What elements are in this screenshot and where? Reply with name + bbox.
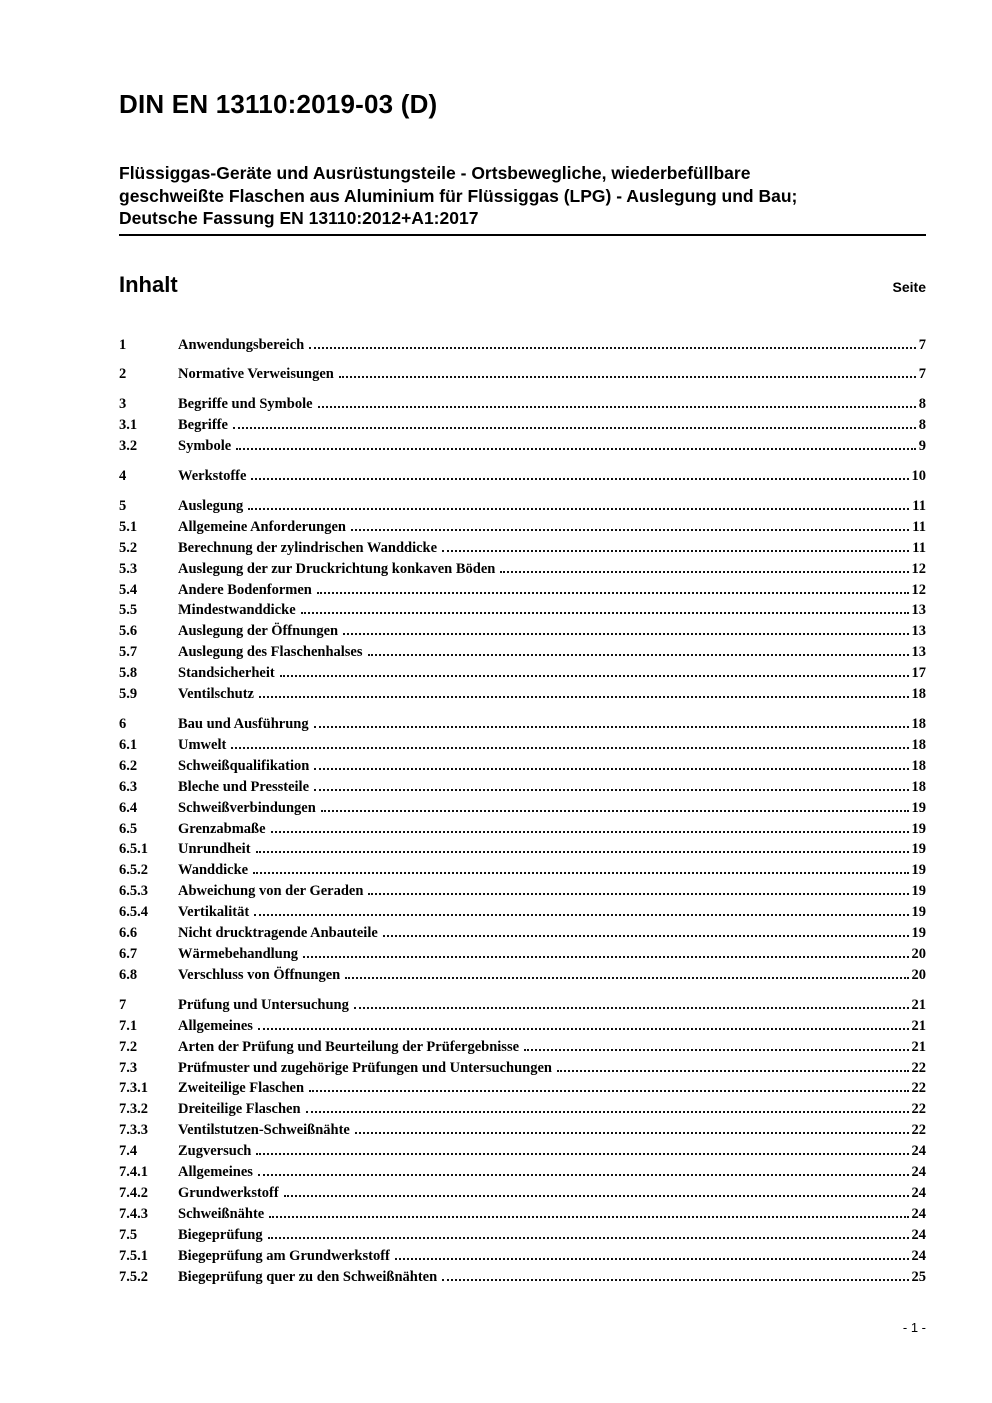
toc-dot-leader xyxy=(280,675,909,677)
toc-entry-page: 25 xyxy=(911,1268,926,1285)
toc-entry-page: 12 xyxy=(911,581,926,598)
toc-entry-title: Schweißverbindungen xyxy=(178,799,316,816)
toc-entry-page: 19 xyxy=(911,841,926,858)
toc-entry-number: 7.5.2 xyxy=(119,1268,148,1285)
toc-entry-title: Prüfung und Untersuchung xyxy=(178,996,349,1013)
toc-dot-leader xyxy=(354,1007,909,1009)
toc-group xyxy=(119,995,926,1288)
toc-entry xyxy=(119,923,926,944)
toc-entry-page: 11 xyxy=(912,539,926,556)
toc-dot-leader xyxy=(233,427,916,429)
toc-entry xyxy=(119,580,926,601)
toc-entry-title: Allgemeines xyxy=(178,1164,253,1181)
toc-entry-title: Schweißqualifikation xyxy=(178,757,310,774)
toc-entry-number: 6.5 xyxy=(119,820,138,837)
toc-entry-number: 3 xyxy=(119,396,127,413)
toc-entry-page: 24 xyxy=(911,1226,926,1243)
toc-entry xyxy=(119,663,926,684)
toc-entry xyxy=(119,756,926,777)
toc-dot-leader xyxy=(500,571,908,573)
toc-entry-page: 21 xyxy=(911,1038,926,1055)
toc-entry-page: 18 xyxy=(911,686,926,703)
toc-entry-number: 7.3.3 xyxy=(119,1122,148,1139)
toc-dot-leader xyxy=(268,1237,909,1239)
toc-entry xyxy=(119,714,926,735)
toc-entry-page: 24 xyxy=(911,1184,926,1201)
toc-entry xyxy=(119,1183,926,1204)
toc-entry-page: 19 xyxy=(911,862,926,879)
toc-entry-title: Begriffe xyxy=(178,417,228,434)
toc-entry-page: 12 xyxy=(911,560,926,577)
toc-entry xyxy=(119,1225,926,1246)
toc-entry-page: 10 xyxy=(911,468,926,485)
toc-entry-number: 5.7 xyxy=(119,644,138,661)
toc-dot-leader xyxy=(259,696,909,698)
toc-entry-title: Zugversuch xyxy=(178,1143,252,1160)
toc-entry-page: 24 xyxy=(911,1205,926,1222)
toc-entry-number: 6.4 xyxy=(119,799,138,816)
toc-entry-title: Grundwerkstoff xyxy=(178,1184,279,1201)
toc-dot-leader xyxy=(253,872,908,874)
toc-entry-number: 7.1 xyxy=(119,1017,138,1034)
toc-entry-page: 22 xyxy=(911,1080,926,1097)
toc-entry xyxy=(119,517,926,538)
toc-entry-title: Prüfmuster und zugehörige Prüfungen und Untersuchungen xyxy=(178,1059,552,1076)
toc-entry-number: 6.6 xyxy=(119,925,138,942)
toc-entry-number: 5.9 xyxy=(119,686,138,703)
toc-entry-page: 18 xyxy=(911,757,926,774)
toc-entry-title: Unrundheit xyxy=(178,841,251,858)
toc-entry-title: Dreiteilige Flaschen xyxy=(178,1101,301,1118)
toc-entry-title: Werkstoffe xyxy=(178,468,247,485)
toc-entry-page: 9 xyxy=(918,438,926,455)
toc-entry-number: 6.5.1 xyxy=(119,841,148,858)
toc-dot-leader xyxy=(248,508,909,510)
toc-group xyxy=(119,364,926,385)
toc-header xyxy=(119,272,926,298)
toc-entry-page: 11 xyxy=(912,518,926,535)
toc-dot-leader xyxy=(317,592,909,594)
toc-dot-leader xyxy=(395,1258,909,1260)
document-subtitle xyxy=(119,162,926,236)
toc-entry-number: 5.4 xyxy=(119,581,138,598)
toc-entry-page: 21 xyxy=(911,996,926,1013)
toc-entry xyxy=(119,1037,926,1058)
document-title: DIN EN 13110:2019-03 (D) xyxy=(119,89,438,119)
toc-entry-page: 24 xyxy=(911,1164,926,1181)
toc-entry-title: Wärmebehandlung xyxy=(178,945,299,962)
toc-entry xyxy=(119,1204,926,1225)
toc-dot-leader xyxy=(368,893,908,895)
toc-entry-number: 7.2 xyxy=(119,1038,138,1055)
toc-entry xyxy=(119,819,926,840)
toc-entry-page: 11 xyxy=(912,497,926,514)
toc-entry-title: Biegeprüfung quer zu den Schweißnähten xyxy=(178,1268,438,1285)
table-of-contents xyxy=(119,335,926,1288)
toc-dot-leader xyxy=(351,529,909,531)
page-number-footer: - 1 - xyxy=(902,1320,926,1335)
toc-dot-leader xyxy=(442,550,909,552)
toc-entry xyxy=(119,394,926,415)
toc-entry xyxy=(119,559,926,580)
toc-entry-title: Auslegung der zur Druckrichtung konkaven Böden xyxy=(178,560,496,577)
toc-dot-leader xyxy=(343,633,908,635)
toc-dot-leader xyxy=(309,1090,908,1092)
toc-entry xyxy=(119,642,926,663)
toc-entry-title: Anwendungsbereich xyxy=(178,336,305,353)
toc-entry-title: Mindestwanddicke xyxy=(178,602,296,619)
toc-entry-number: 6.5.4 xyxy=(119,904,148,921)
toc-entry-title: Schweißnähte xyxy=(178,1205,265,1222)
toc-entry-title: Grenzabmaße xyxy=(178,820,266,837)
toc-entry-number: 7.4.1 xyxy=(119,1164,148,1181)
toc-entry-number: 5.8 xyxy=(119,665,138,682)
toc-dot-leader xyxy=(442,1279,908,1281)
toc-entry-page: 18 xyxy=(911,716,926,732)
toc-entry xyxy=(119,735,926,756)
toc-entry-page: 22 xyxy=(911,1101,926,1118)
toc-entry xyxy=(119,1078,926,1099)
toc-dot-leader xyxy=(368,654,909,656)
toc-entry-number: 7.5 xyxy=(119,1226,138,1243)
toc-entry-page: 22 xyxy=(911,1122,926,1139)
toc-dot-leader xyxy=(318,406,916,408)
toc-entry-title: Zweiteilige Flaschen xyxy=(178,1080,305,1097)
toc-entry-page: 19 xyxy=(911,820,926,837)
toc-entry-page: 22 xyxy=(911,1059,926,1076)
toc-entry-title: Auslegung des Flaschenhalses xyxy=(178,644,363,661)
toc-entry-title: Umwelt xyxy=(178,736,227,753)
toc-entry-title: Wanddicke xyxy=(178,862,249,879)
toc-dot-leader xyxy=(306,1111,909,1113)
toc-dot-leader xyxy=(314,726,909,728)
toc-entry-title: Biegeprüfung am Grundwerkstoff xyxy=(178,1247,390,1264)
toc-entry-page: 8 xyxy=(918,396,926,413)
toc-dot-leader xyxy=(256,851,909,853)
toc-entry xyxy=(119,538,926,559)
toc-entry xyxy=(119,860,926,881)
toc-entry-number: 6.8 xyxy=(119,966,138,983)
toc-entry xyxy=(119,436,926,457)
toc-dot-leader xyxy=(284,1195,909,1197)
toc-dot-leader xyxy=(524,1049,908,1051)
toc-entry-title: Allgemeines xyxy=(178,1017,253,1034)
toc-entry xyxy=(119,881,926,902)
toc-entry xyxy=(119,944,926,965)
toc-entry xyxy=(119,777,926,798)
subtitle-line-2: geschweißte Flaschen aus Aluminium für Flüssiggas (LPG) - Auslegung und Bau; xyxy=(119,185,798,206)
toc-entry-page: 13 xyxy=(911,602,926,619)
toc-entry-page: 13 xyxy=(911,623,926,640)
toc-entry xyxy=(119,684,926,705)
toc-group xyxy=(119,335,926,356)
toc-entry xyxy=(119,1141,926,1162)
toc-entry-title: Auslegung xyxy=(178,497,244,514)
toc-entry-title: Begriffe und Symbole xyxy=(178,396,313,413)
toc-dot-leader xyxy=(258,1028,909,1030)
toc-entry-title: Berechnung der zylindrischen Wanddicke xyxy=(178,539,438,556)
toc-entry-number: 5.6 xyxy=(119,623,138,640)
toc-entry-title: Ventilschutz xyxy=(178,686,254,703)
toc-entry xyxy=(119,496,926,517)
toc-entry-page: 20 xyxy=(911,945,926,962)
toc-dot-leader xyxy=(236,448,916,450)
toc-dot-leader xyxy=(303,956,908,958)
toc-entry-number: 5.1 xyxy=(119,518,138,535)
toc-entry xyxy=(119,995,926,1016)
toc-entry-number: 6.2 xyxy=(119,757,138,774)
toc-entry-number: 7.4.3 xyxy=(119,1205,148,1222)
toc-entry-page: 19 xyxy=(911,883,926,900)
toc-dot-leader xyxy=(254,914,908,916)
toc-entry-number: 6 xyxy=(119,716,127,732)
toc-entry xyxy=(119,466,926,487)
toc-entry-number: 6.3 xyxy=(119,778,138,795)
toc-dot-leader xyxy=(557,1070,909,1072)
toc-entry-number: 5 xyxy=(119,497,127,514)
toc-entry-page: 19 xyxy=(911,925,926,942)
toc-dot-leader xyxy=(231,747,908,749)
toc-entry xyxy=(119,1120,926,1141)
toc-group xyxy=(119,394,926,457)
toc-dot-leader xyxy=(271,831,909,833)
toc-dot-leader xyxy=(309,347,916,349)
toc-dot-leader xyxy=(355,1132,909,1134)
toc-entry xyxy=(119,1246,926,1267)
toc-entry-title: Normative Verweisungen xyxy=(178,366,334,383)
toc-entry-number: 3.1 xyxy=(119,417,138,434)
toc-entry-title: Abweichung von der Geraden xyxy=(178,883,364,900)
toc-entry-number: 5.3 xyxy=(119,560,138,577)
toc-entry-page: 7 xyxy=(918,336,926,353)
toc-dot-leader xyxy=(321,810,909,812)
toc-entry-page: 7 xyxy=(918,366,926,383)
toc-entry-page: 13 xyxy=(911,644,926,661)
toc-entry-page: 19 xyxy=(911,799,926,816)
toc-entry-number: 6.1 xyxy=(119,736,138,753)
toc-entry xyxy=(119,1058,926,1079)
document-page xyxy=(119,0,926,1296)
toc-dot-leader xyxy=(251,478,908,480)
toc-entry-title: Nicht drucktragende Anbauteile xyxy=(178,925,378,942)
toc-entry xyxy=(119,364,926,385)
toc-dot-leader xyxy=(314,789,908,791)
toc-dot-leader xyxy=(339,376,916,378)
toc-entry-title: Ventilstutzen-Schweißnähte xyxy=(178,1122,350,1139)
toc-entry-title: Biegeprüfung xyxy=(178,1226,263,1243)
toc-entry xyxy=(119,335,926,356)
page-column-label: Seite xyxy=(892,278,926,295)
toc-dot-leader xyxy=(383,935,909,937)
toc-entry-number: 7.3 xyxy=(119,1059,138,1076)
toc-entry-page: 18 xyxy=(911,778,926,795)
toc-entry-number: 1 xyxy=(119,336,127,353)
toc-entry-title: Andere Bodenformen xyxy=(178,581,312,598)
toc-entry-number: 3.2 xyxy=(119,438,138,455)
subtitle-line-1: Flüssiggas-Geräte und Ausrüstungsteile - Ortsbewegliche, wiederbefüllbare xyxy=(119,163,751,183)
toc-heading: Inhalt xyxy=(119,271,178,297)
subtitle-line-3: Deutsche Fassung EN 13110:2012+A1:2017 xyxy=(119,208,479,228)
toc-entry-number: 5.2 xyxy=(119,539,138,556)
toc-dot-leader xyxy=(269,1216,908,1218)
toc-entry-number: 7.3.1 xyxy=(119,1080,148,1097)
toc-entry-number: 6.7 xyxy=(119,945,138,962)
toc-dot-leader xyxy=(314,768,908,770)
toc-entry xyxy=(119,798,926,819)
toc-entry xyxy=(119,965,926,986)
toc-entry-title: Arten der Prüfung und Beurteilung der Prüfergebnisse xyxy=(178,1038,520,1055)
toc-entry-number: 7.4 xyxy=(119,1143,138,1160)
toc-dot-leader xyxy=(258,1174,909,1176)
toc-entry-number: 6.5.3 xyxy=(119,883,148,900)
toc-entry xyxy=(119,1099,926,1120)
toc-entry-page: 21 xyxy=(911,1017,926,1034)
toc-entry-title: Auslegung der Öffnungen xyxy=(178,623,339,640)
toc-entry xyxy=(119,1162,926,1183)
toc-entry xyxy=(119,902,926,923)
toc-entry-title: Standsicherheit xyxy=(178,665,275,682)
toc-entry-page: 24 xyxy=(911,1247,926,1264)
toc-entry-number: 4 xyxy=(119,468,127,485)
toc-dot-leader xyxy=(345,977,908,979)
toc-group xyxy=(119,714,926,986)
toc-entry-page: 20 xyxy=(911,966,926,983)
toc-entry-title: Symbole xyxy=(178,438,232,455)
toc-entry-number: 7.5.1 xyxy=(119,1247,148,1264)
toc-entry xyxy=(119,415,926,436)
toc-entry-page: 18 xyxy=(911,736,926,753)
toc-group xyxy=(119,496,926,705)
toc-dot-leader xyxy=(256,1153,908,1155)
toc-entry-page: 19 xyxy=(911,904,926,921)
toc-entry-title: Bau und Ausführung xyxy=(178,716,309,732)
toc-entry xyxy=(119,621,926,642)
toc-entry xyxy=(119,1016,926,1037)
toc-entry-page: 8 xyxy=(918,417,926,434)
toc-entry-number: 7.4.2 xyxy=(119,1184,148,1201)
toc-entry xyxy=(119,1267,926,1288)
toc-entry-page: 24 xyxy=(911,1143,926,1160)
toc-entry-number: 7 xyxy=(119,996,127,1013)
toc-entry-title: Vertikalität xyxy=(178,904,250,921)
toc-entry-page: 17 xyxy=(911,665,926,682)
toc-entry-number: 5.5 xyxy=(119,602,138,619)
toc-dot-leader xyxy=(301,612,909,614)
toc-group xyxy=(119,466,926,487)
toc-entry-number: 6.5.2 xyxy=(119,862,148,879)
toc-entry-title: Allgemeine Anforderungen xyxy=(178,518,346,535)
toc-entry-number: 2 xyxy=(119,366,127,383)
toc-entry-title: Verschluss von Öffnungen xyxy=(178,966,341,983)
toc-entry xyxy=(119,600,926,621)
toc-entry-number: 7.3.2 xyxy=(119,1101,148,1118)
toc-entry xyxy=(119,839,926,860)
toc-entry-title: Bleche und Pressteile xyxy=(178,778,310,795)
